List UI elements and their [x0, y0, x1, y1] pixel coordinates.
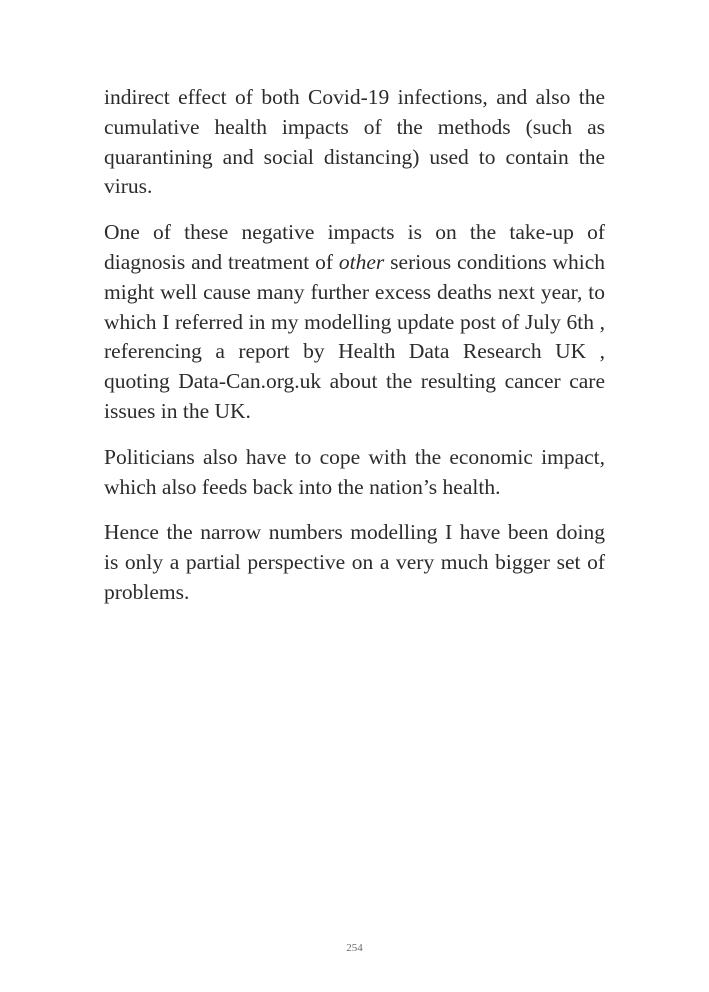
- paragraph-1: indirect effect of both Covid-19 infections, and also the cumulative health impacts of the methods (such as quarantining and social distancing) used to contain the virus.: [104, 85, 605, 199]
- paragraph-4: Hence the narrow numbers modelling I have been doing is only a partial perspective on a very much bigger set of problems.: [104, 520, 605, 604]
- body-text: [104, 83, 605, 624]
- page-number: 254: [346, 942, 363, 954]
- paragraph-2-before: One of these negative impacts is on the take-up of diagnosis and treatment of: [104, 220, 605, 274]
- paragraph-2-after: serious conditions which might well cause many further excess deaths next year, to which I referred in my modelling update post of July 6th , referencing a report by Health Data Research UK , quoting Data-Can.org.uk about the resulting cancer care issues in the UK.: [104, 249, 605, 423]
- paragraph-3: Politicians also have to cope with the economic impact, which also feeds back into the nation’s health.: [104, 444, 605, 499]
- paragraph-2: [104, 218, 605, 427]
- paragraph-2-emphasis: other: [338, 249, 385, 274]
